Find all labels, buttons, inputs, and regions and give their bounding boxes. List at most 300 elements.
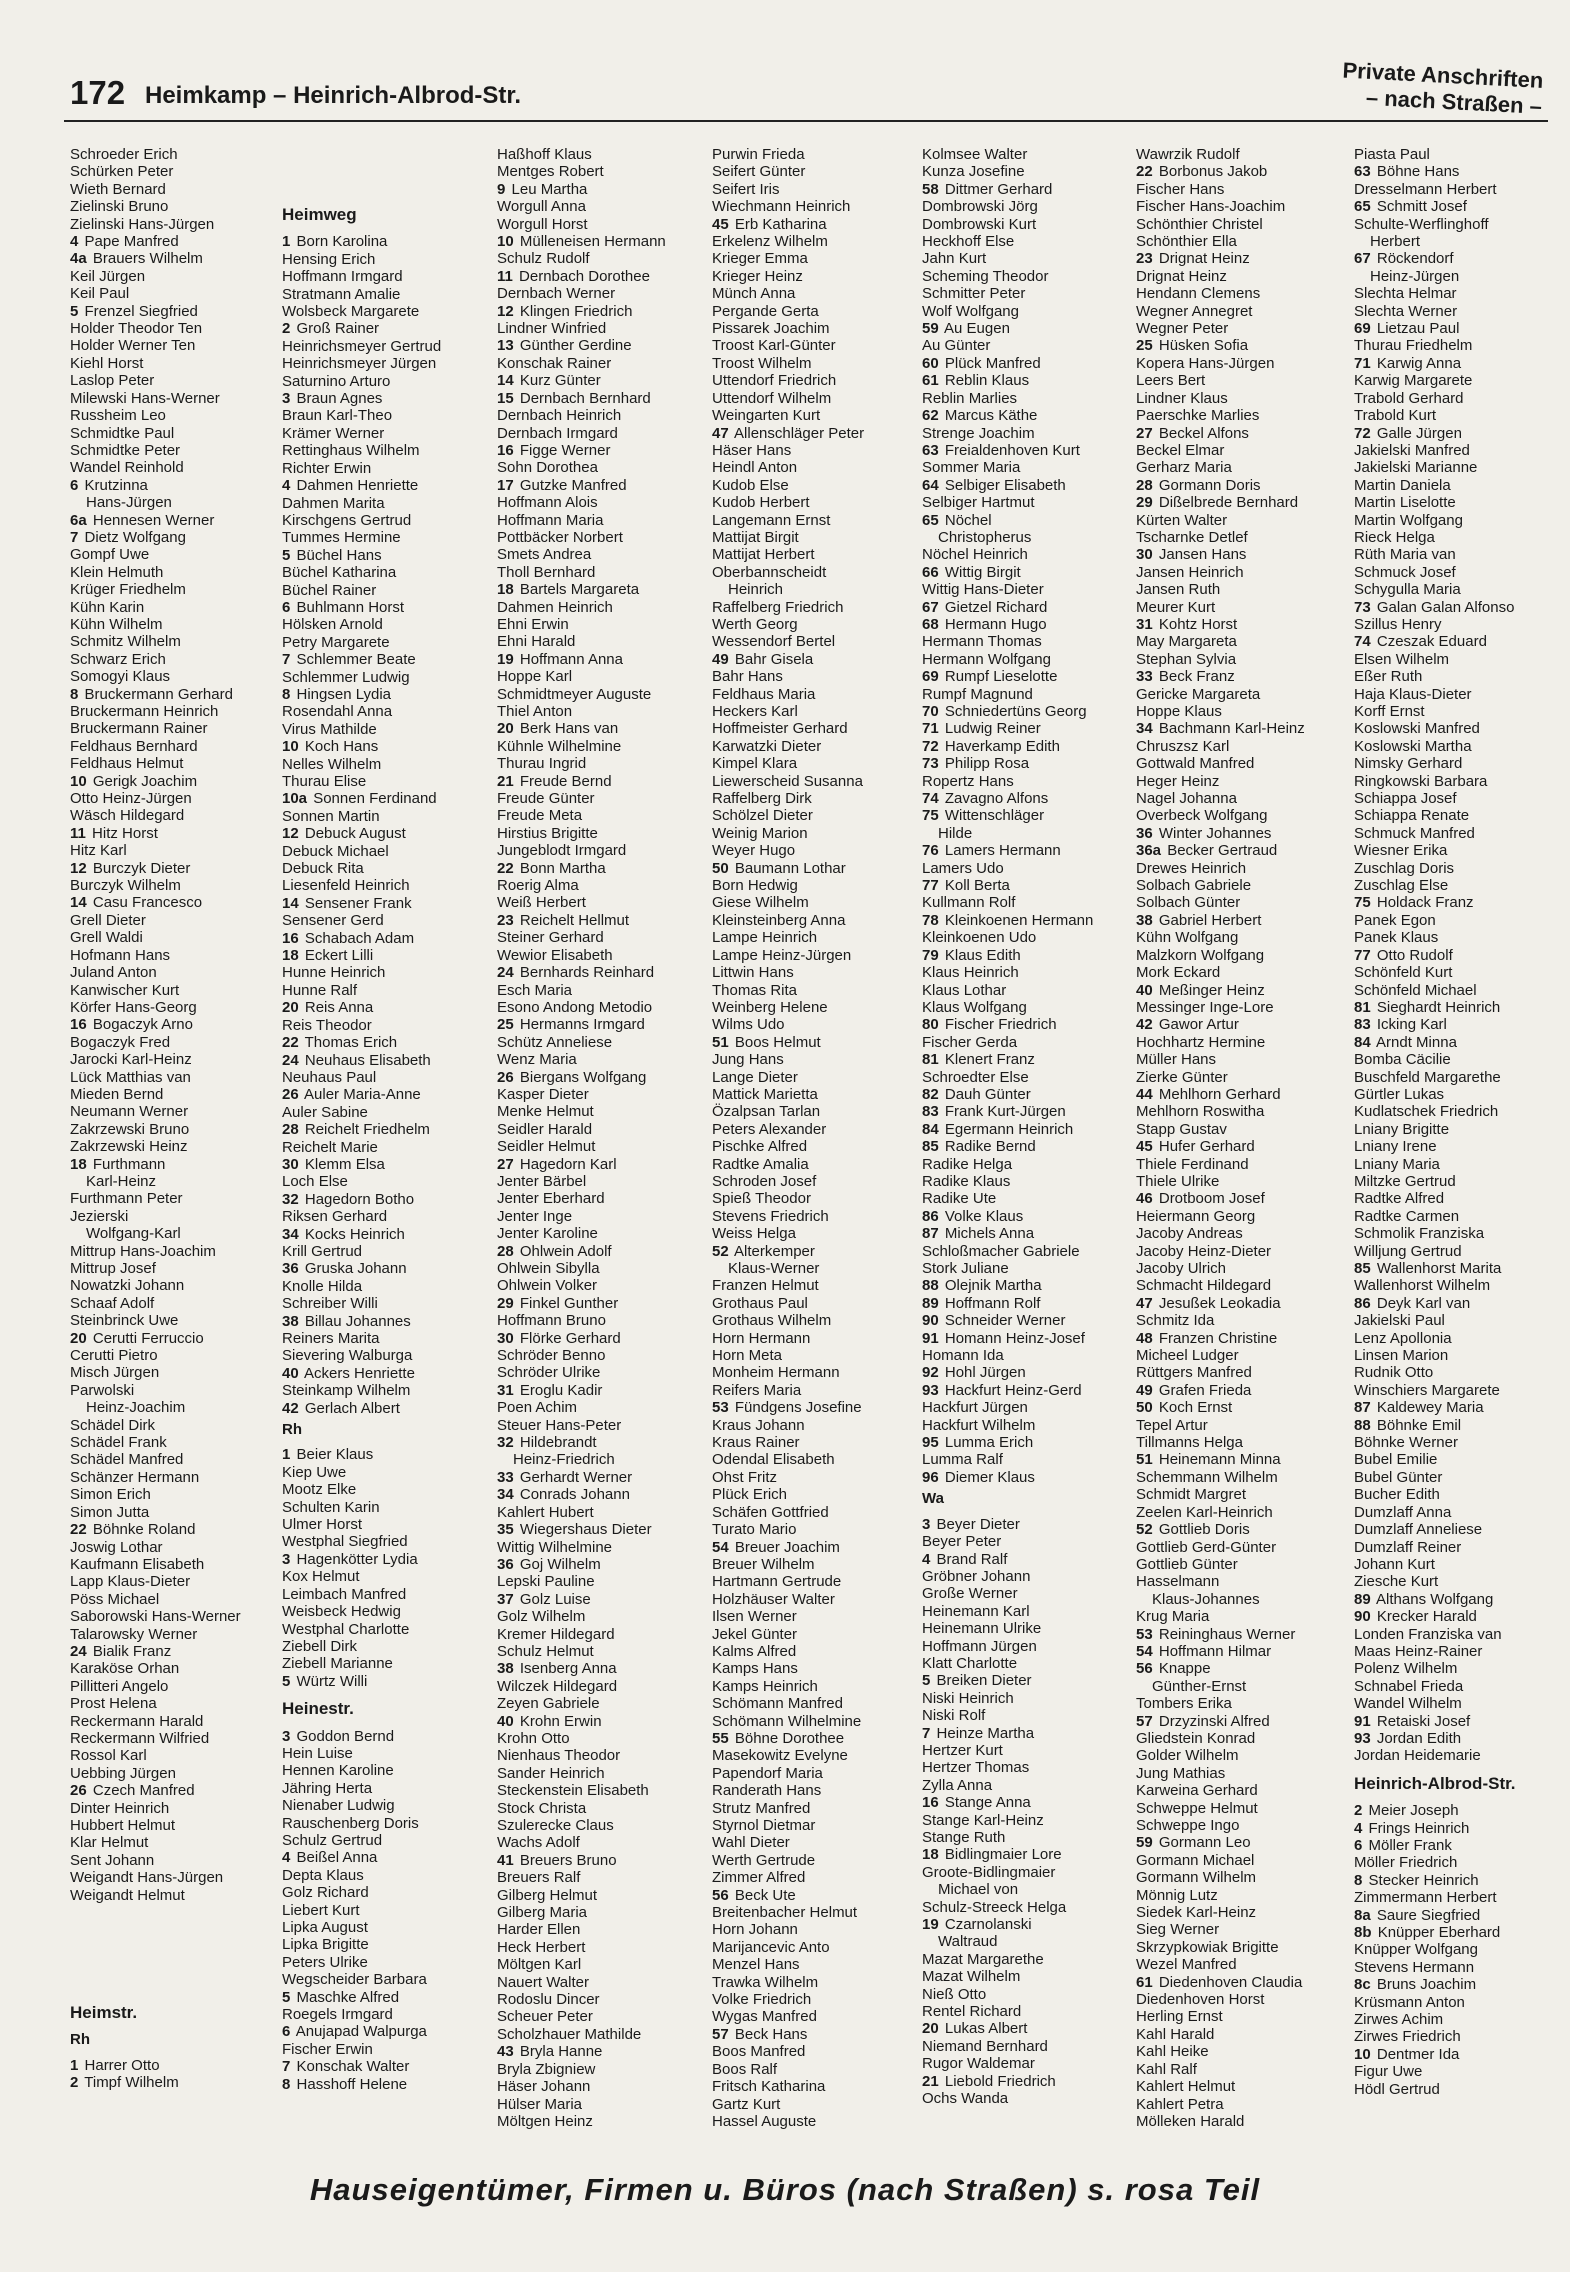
- resident-name: Schulz Gertrud: [282, 1831, 383, 1849]
- house-number: 3: [282, 1727, 291, 1745]
- resident-entry: [1354, 1434, 1564, 1451]
- resident-name: Pottbäcker Norbert: [497, 528, 623, 546]
- resident-name: Breuers Ralf: [497, 1869, 581, 1887]
- resident-entry: [282, 982, 492, 999]
- resident-entry: [922, 616, 1132, 633]
- resident-name: Kahlert Hubert: [497, 1503, 594, 1521]
- resident-name: Frenzel Siegfried: [84, 302, 198, 320]
- resident-name: Bogaczyk Fred: [70, 1033, 171, 1051]
- resident-name: Schiappa Josef: [1354, 790, 1457, 808]
- resident-name: Lenz Apollonia: [1354, 1329, 1452, 1347]
- resident-name: Schulten Karin: [282, 1498, 380, 1516]
- resident-name: Jesußek Leokadia: [1158, 1294, 1281, 1312]
- house-number: 90: [922, 1312, 939, 1330]
- resident-name: Rudnik Otto: [1354, 1364, 1434, 1382]
- resident-entry: [282, 999, 492, 1016]
- resident-entry: [712, 651, 922, 668]
- column-6: [1136, 146, 1346, 2130]
- resident-name: Krieger Heinz: [712, 267, 803, 285]
- resident-name: Dahmen Henriette: [296, 477, 419, 495]
- resident-entry: [70, 1382, 280, 1399]
- resident-entry: [712, 494, 922, 511]
- resident-entry: [282, 1052, 492, 1069]
- resident-entry: [1136, 1469, 1346, 1486]
- resident-entry: [1354, 494, 1564, 511]
- resident-entry: [1136, 1904, 1346, 1921]
- resident-name: Zierke Günter: [1136, 1068, 1228, 1086]
- resident-entry: [1136, 442, 1346, 459]
- resident-name: Kühnle Wilhelmine: [497, 737, 622, 755]
- resident-name: Böhne Hans: [1376, 163, 1460, 181]
- resident-entry: [712, 2008, 922, 2025]
- resident-name: Loch Else: [282, 1173, 348, 1191]
- resident-name: Büchel Rainer: [282, 581, 377, 599]
- resident-name: Jung Mathias: [1136, 1764, 1226, 1782]
- resident-name: Bogaczyk Arno: [92, 1016, 193, 1034]
- resident-entry: [497, 2096, 707, 2113]
- resident-entry: [497, 1399, 707, 1416]
- resident-entry: [70, 529, 280, 546]
- resident-name: Ziebell Dirk: [282, 1637, 358, 1655]
- resident-entry: [922, 1277, 1132, 1294]
- resident-name: Ziesche Kurt: [1354, 1573, 1439, 1591]
- house-number: 67: [922, 598, 939, 616]
- resident-name: Selbiger Elisabeth: [944, 476, 1066, 494]
- resident-name: Weiss Helga: [712, 1225, 796, 1243]
- resident-entry: [922, 1759, 1132, 1776]
- resident-name: Kraus Johann: [712, 1416, 805, 1434]
- resident-entry: [1354, 1225, 1564, 1242]
- resident-entry: [1354, 250, 1564, 267]
- house-number: 45: [1136, 1138, 1153, 1156]
- resident-name: Haja Klaus-Dieter: [1354, 685, 1472, 703]
- resident-entry: [922, 1742, 1132, 1759]
- resident-entry: [1136, 1399, 1346, 1416]
- resident-name: Mölleken Harald: [1136, 2112, 1245, 2130]
- resident-entry: [497, 2061, 707, 2078]
- resident-name: Monheim Hermann: [712, 1364, 840, 1382]
- house-number: 80: [922, 1016, 939, 1034]
- resident-name: Feldhaus Maria: [712, 685, 816, 703]
- house-number: 4: [282, 1849, 291, 1867]
- resident-entry: [1136, 703, 1346, 720]
- resident-entry: [922, 651, 1132, 668]
- resident-entry: [922, 2073, 1132, 2090]
- house-number: 10a: [282, 790, 308, 808]
- house-number: 61: [1136, 1973, 1153, 1991]
- resident-name: Zeelen Karl-Heinrich: [1136, 1503, 1273, 1521]
- resident-entry: [1136, 1730, 1346, 1747]
- resident-entry: [1354, 1277, 1564, 1294]
- resident-entry-continuation: [1136, 1591, 1346, 1608]
- resident-entry: [70, 1086, 280, 1103]
- house-number: 68: [922, 615, 939, 633]
- resident-entry: [922, 842, 1132, 859]
- resident-entry: [1136, 337, 1346, 354]
- resident-name: Sent Johann: [70, 1851, 155, 1869]
- resident-name: Schütz Anneliese: [497, 1033, 613, 1051]
- resident-entry: [1354, 1976, 1564, 1993]
- street-heading: Heinrich-Albrod-Str.: [1354, 1773, 1516, 1793]
- house-number: 72: [1354, 424, 1371, 442]
- resident-entry: [70, 1539, 280, 1556]
- resident-name: Wilczek Hildegard: [497, 1677, 618, 1695]
- resident-name: Simon Jutta: [70, 1503, 150, 1521]
- resident-name: Becker Gertraud: [1167, 842, 1278, 860]
- resident-entry: [922, 860, 1132, 877]
- resident-entry: [922, 425, 1132, 442]
- resident-entry: [497, 842, 707, 859]
- resident-name: Heinemann Ulrike: [922, 1620, 1042, 1638]
- resident-name: Rieck Helga: [1354, 528, 1435, 546]
- resident-name: Hirstius Brigitte: [497, 824, 598, 842]
- resident-name: Fischer Hans-Joachim: [1136, 198, 1286, 216]
- resident-entry-continuation: [922, 1933, 1132, 1950]
- resident-entry: [282, 1849, 492, 1866]
- resident-entry: [1354, 1713, 1564, 1730]
- resident-name: Oberbannscheidt: [712, 563, 827, 581]
- resident-name: Lepski Pauline: [497, 1573, 595, 1591]
- resident-name: Stange Karl-Heinz: [922, 1811, 1044, 1829]
- resident-entry: [1136, 1312, 1346, 1329]
- resident-name: Overbeck Wolfgang: [1136, 807, 1268, 825]
- house-number: 7: [922, 1724, 931, 1742]
- resident-name: Rentel Richard: [922, 2003, 1022, 2021]
- resident-name: Koslowski Martha: [1354, 737, 1472, 755]
- resident-entry: [922, 390, 1132, 407]
- resident-name: Kox Helmut: [282, 1568, 360, 1586]
- resident-name: Gerharz Maria: [1136, 459, 1232, 477]
- resident-entry: [712, 1904, 922, 1921]
- resident-name: Juland Anton: [70, 964, 157, 982]
- house-number: 37: [497, 1590, 514, 1608]
- resident-entry: [497, 1643, 707, 1660]
- resident-entry: [282, 1745, 492, 1762]
- resident-entry: [282, 1884, 492, 1901]
- resident-entry: [1136, 1834, 1346, 1851]
- resident-name: Hans-Jürgen: [86, 494, 172, 512]
- resident-entry: [282, 1586, 492, 1603]
- resident-entry: [1354, 355, 1564, 372]
- resident-name: Hoffmann Irmgard: [282, 268, 403, 286]
- resident-entry: [70, 372, 280, 389]
- resident-entry: [1354, 1347, 1564, 1364]
- resident-entry: [497, 1956, 707, 1973]
- resident-name: Thiele Ferdinand: [1136, 1155, 1249, 1173]
- resident-name: Debuck August: [304, 825, 406, 843]
- resident-name: Hoppe Klaus: [1136, 703, 1222, 720]
- resident-name: Radtke Alfred: [1354, 1190, 1445, 1208]
- resident-entry: [282, 1815, 492, 1832]
- house-number: 2: [1354, 1802, 1363, 1820]
- resident-entry: [712, 633, 922, 650]
- resident-name: Braun Agnes: [296, 390, 383, 408]
- resident-name: Schädel Frank: [70, 1434, 167, 1452]
- resident-name: Zielinski Hans-Jürgen: [70, 215, 215, 233]
- resident-entry: [282, 686, 492, 703]
- resident-entry: [712, 390, 922, 407]
- resident-entry: [922, 1846, 1132, 1863]
- resident-name: Lamers Hermann: [944, 842, 1061, 860]
- street-subsection: Wa: [922, 1490, 944, 1508]
- resident-name: Schulte-Werflinghoff: [1354, 215, 1489, 233]
- resident-entry: [1136, 1034, 1346, 1051]
- resident-name: Jansen Ruth: [1136, 581, 1221, 599]
- resident-name: Zakrzewski Bruno: [70, 1120, 190, 1138]
- resident-entry: [712, 1382, 922, 1399]
- resident-name: Klaus Lothar: [922, 981, 1007, 999]
- resident-name: Hölsken Arnold: [282, 616, 383, 634]
- resident-name: Jung Hans: [712, 1051, 784, 1069]
- resident-name: Niski Rolf: [922, 1707, 986, 1725]
- resident-name: Bernhards Reinhard: [519, 964, 655, 982]
- resident-entry: [922, 1829, 1132, 1846]
- resident-name: Johann Kurt: [1354, 1555, 1435, 1573]
- resident-entry: [922, 773, 1132, 790]
- resident-name: Seidler Harald: [497, 1120, 593, 1138]
- resident-name: Scholzhauer Mathilde: [497, 2025, 642, 2043]
- resident-entry: [282, 773, 492, 790]
- house-number: 40: [497, 1712, 514, 1730]
- resident-entry: [922, 633, 1132, 650]
- resident-entry: [70, 1295, 280, 1312]
- resident-entry: [70, 842, 280, 859]
- resident-entry: [1354, 1573, 1564, 1590]
- resident-name: Hingsen Lydia: [296, 685, 392, 703]
- resident-name: Klaus-Werner: [728, 1260, 820, 1277]
- resident-entry: [712, 1138, 922, 1155]
- resident-name: Nelles Wilhelm: [282, 755, 382, 773]
- resident-entry: [497, 198, 707, 215]
- resident-entry: [282, 1156, 492, 1173]
- resident-name: Ulmer Horst: [282, 1516, 363, 1534]
- resident-entry: [70, 1852, 280, 1869]
- resident-entry: [70, 1486, 280, 1503]
- resident-name: Liebert Kurt: [282, 1901, 360, 1919]
- resident-name: Dietz Wolfgang: [84, 528, 186, 546]
- resident-name: Schmidtke Paul: [70, 424, 175, 442]
- resident-entry: [70, 1608, 280, 1625]
- resident-entry: [1354, 1086, 1564, 1103]
- resident-name: Lück Matthias van: [70, 1068, 191, 1086]
- resident-entry: [282, 268, 492, 285]
- house-number: 71: [922, 720, 939, 738]
- resident-name: Born Karolina: [296, 233, 388, 251]
- resident-name: Randerath Hans: [712, 1782, 822, 1800]
- resident-name: Schmitt Josef: [1376, 198, 1467, 216]
- resident-entry: [712, 163, 922, 180]
- resident-entry: [282, 1516, 492, 1533]
- resident-entry: [1136, 494, 1346, 511]
- resident-entry: [1136, 1817, 1346, 1834]
- resident-entry-continuation: [70, 1225, 280, 1242]
- resident-name: Hasselmann: [1136, 1573, 1220, 1591]
- house-number: 5: [282, 1988, 291, 2006]
- resident-name: Wallenhorst Wilhelm: [1354, 1277, 1491, 1295]
- resident-name: Hoffmann Alois: [497, 494, 598, 512]
- resident-entry: [282, 877, 492, 894]
- resident-name: Schänzer Hermann: [70, 1468, 200, 1486]
- resident-name: Depta Klaus: [282, 1866, 364, 1884]
- resident-entry: [712, 755, 922, 772]
- resident-entry: [1136, 1016, 1346, 1033]
- resident-name: Giese Wilhelm: [712, 894, 809, 912]
- resident-entry: [712, 825, 922, 842]
- resident-name: Wegner Peter: [1136, 320, 1229, 338]
- resident-entry: [1354, 947, 1564, 964]
- resident-name: Feldhaus Helmut: [70, 755, 184, 773]
- resident-name: Cerutti Ferruccio: [92, 1329, 204, 1347]
- resident-entry: [712, 407, 922, 424]
- resident-name: Rosendahl Anna: [282, 703, 393, 721]
- resident-entry: [712, 529, 922, 546]
- resident-entry: [497, 372, 707, 389]
- resident-name: Breuers Bruno: [519, 1851, 617, 1869]
- resident-name: Styrnol Dietmar: [712, 1817, 816, 1834]
- resident-name: Lapp Klaus-Dieter: [70, 1573, 191, 1591]
- resident-entry: [1354, 1556, 1564, 1573]
- resident-entry: [497, 1800, 707, 1817]
- resident-name: Reckermann Harald: [70, 1712, 204, 1730]
- resident-entry: [282, 1464, 492, 1481]
- resident-entry: [1354, 2046, 1564, 2063]
- resident-name: Jacoby Ulrich: [1136, 1260, 1227, 1277]
- resident-name: Goddon Bernd: [296, 1727, 395, 1745]
- resident-entry: [1354, 1330, 1564, 1347]
- resident-name: Meier Joseph: [1368, 1802, 1459, 1820]
- resident-entry: [497, 268, 707, 285]
- resident-name: Conrads Johann: [519, 1486, 630, 1504]
- resident-entry: [70, 477, 280, 494]
- resident-name: Westphal Siegfried: [282, 1533, 408, 1551]
- resident-entry: [1354, 1121, 1564, 1138]
- resident-entry: [282, 1971, 492, 1988]
- house-number: 21: [922, 2072, 939, 2090]
- resident-name: Gilberg Helmut: [497, 1886, 598, 1904]
- resident-entry: [712, 912, 922, 929]
- column-spacer: [282, 146, 492, 196]
- resident-name: Wahl Dieter: [712, 1834, 790, 1852]
- resident-name: Rugor Waldemar: [922, 2055, 1035, 2073]
- house-number: 55: [712, 1729, 729, 1747]
- resident-entry: [1136, 1800, 1346, 1817]
- resident-name: Schädel Dirk: [70, 1416, 156, 1434]
- house-number: 63: [1354, 163, 1371, 181]
- resident-entry: [497, 1190, 707, 1207]
- resident-entry: [1354, 1820, 1564, 1837]
- resident-entry: [497, 1887, 707, 1904]
- house-number: 50: [1136, 1399, 1153, 1417]
- resident-name: Roerig Alma: [497, 877, 579, 895]
- resident-entry: [1354, 1190, 1564, 1207]
- resident-name: Jansen Hans: [1158, 546, 1247, 564]
- resident-name: Radike Ute: [922, 1190, 997, 1208]
- resident-entry: [282, 1243, 492, 1260]
- resident-name: Sander Heinrich: [497, 1764, 605, 1782]
- resident-name: Wachs Adolf: [497, 1834, 580, 1852]
- resident-entry: [922, 355, 1132, 372]
- resident-entry: [922, 1469, 1132, 1486]
- resident-entry: [70, 1504, 280, 1521]
- resident-entry: [70, 947, 280, 964]
- resident-name: Drewes Heinrich: [1136, 859, 1247, 877]
- resident-name: Hein Luise: [282, 1744, 353, 1762]
- resident-entry: [922, 1672, 1132, 1689]
- resident-entry: [1354, 686, 1564, 703]
- resident-entry: [1354, 1994, 1564, 2011]
- resident-name: Knappe: [1158, 1660, 1211, 1678]
- resident-name: Pillitteri Angelo: [70, 1677, 169, 1695]
- resident-entry: [70, 790, 280, 807]
- house-number: 41: [497, 1851, 514, 1869]
- resident-entry: [497, 1573, 707, 1590]
- resident-name: Thurau Ingrid: [497, 755, 587, 773]
- resident-entry: [712, 668, 922, 685]
- resident-entry: [497, 1713, 707, 1730]
- resident-entry: [922, 163, 1132, 180]
- resident-entry: [712, 1869, 922, 1886]
- resident-name: Polenz Wilhelm: [1354, 1660, 1458, 1678]
- house-number: 46: [1136, 1190, 1153, 1208]
- resident-entry: [1354, 146, 1564, 163]
- resident-entry: [712, 1747, 922, 1764]
- resident-entry: [497, 1382, 707, 1399]
- resident-name: Brand Ralf: [936, 1550, 1008, 1568]
- resident-entry: [712, 198, 922, 215]
- resident-name: Bubel Günter: [1354, 1468, 1443, 1486]
- resident-entry: [1354, 912, 1564, 929]
- resident-name: Pergande Gerta: [712, 302, 819, 320]
- resident-entry: [1136, 616, 1346, 633]
- house-number: 91: [922, 1329, 939, 1347]
- resident-name: Kühn Wilhelm: [70, 615, 163, 633]
- resident-name: Egermann Heinrich: [944, 1120, 1074, 1138]
- resident-entry: [922, 1034, 1132, 1051]
- resident-entry: [922, 599, 1132, 616]
- resident-name: Richter Erwin: [282, 459, 372, 477]
- resident-name: Lukas Albert: [944, 2020, 1028, 2038]
- resident-entry: [70, 1103, 280, 1120]
- resident-entry: [1354, 1643, 1564, 1660]
- resident-entry: [712, 564, 922, 581]
- resident-name: Mehlhorn Roswitha: [1136, 1103, 1265, 1121]
- resident-name: Gottlieb Doris: [1158, 1521, 1250, 1539]
- resident-entry: [712, 250, 922, 267]
- resident-name: Heinz-Friedrich: [513, 1451, 615, 1469]
- resident-name: Krug Maria: [1136, 1608, 1210, 1626]
- resident-entry: [70, 1016, 280, 1033]
- resident-name: Ohlwein Adolf: [519, 1242, 612, 1260]
- house-number: 8: [1354, 1871, 1363, 1889]
- resident-name: Mittrup Josef: [70, 1260, 156, 1277]
- resident-name: Panek Egon: [1354, 911, 1436, 929]
- house-number: 64: [922, 476, 939, 494]
- resident-entry: [70, 1434, 280, 1451]
- resident-name: Sonnen Ferdinand: [313, 790, 437, 808]
- resident-name: Schömann Manfred: [712, 1695, 843, 1713]
- resident-entry: [922, 947, 1132, 964]
- resident-name: Beyer Peter: [922, 1533, 1002, 1551]
- resident-name: Prost Helena: [70, 1695, 157, 1713]
- resident-name: Kleinsteinberg Anna: [712, 911, 846, 929]
- resident-entry: [70, 807, 280, 824]
- resident-entry: [497, 1069, 707, 1086]
- resident-entry: [497, 1556, 707, 1573]
- resident-entry: [497, 2008, 707, 2025]
- resident-name: Nimsky Gerhard: [1354, 755, 1463, 773]
- resident-name: Pischke Alfred: [712, 1138, 808, 1156]
- resident-name: Jekel Günter: [712, 1625, 798, 1643]
